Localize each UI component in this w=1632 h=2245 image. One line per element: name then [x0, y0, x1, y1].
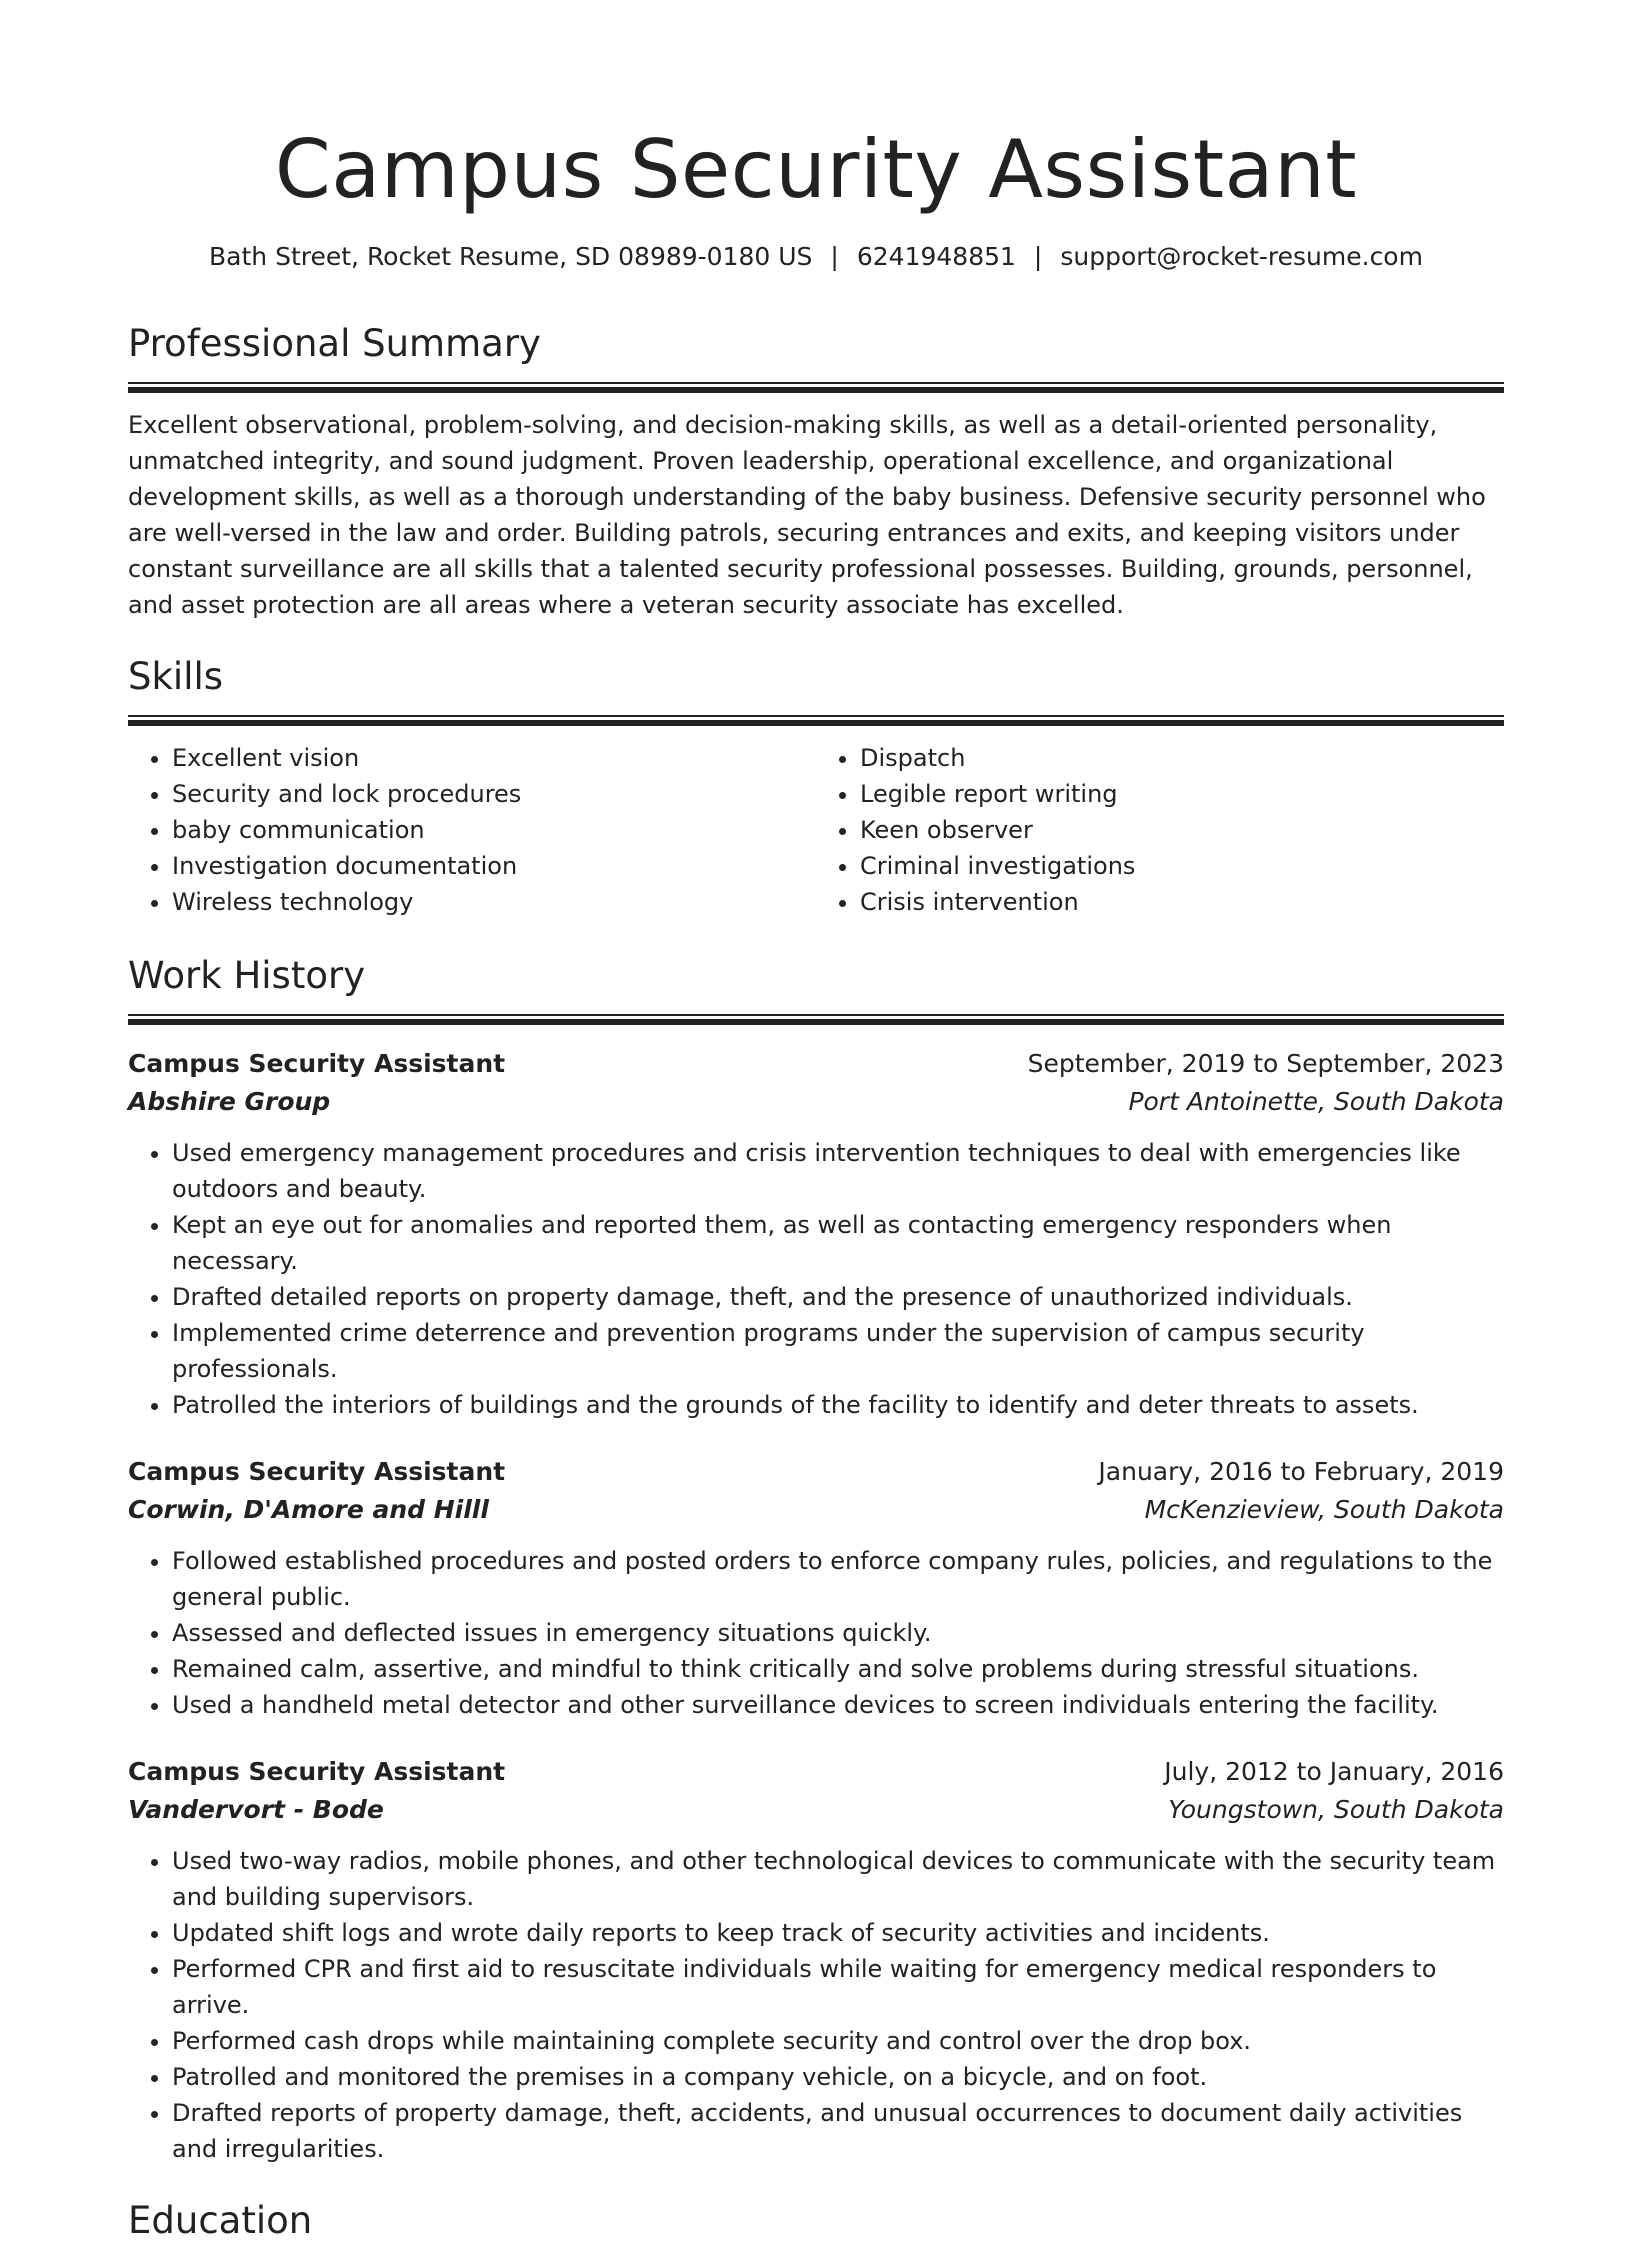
job-company-row: [128, 1491, 1504, 1529]
summary-text: Excellent observational, problem-solving, and decision-making skills, as well as a detail-oriented personality, unmatched integrity, and sound judgment. Proven leadership, operational excellence, and organizational development skills, as well as a thorough understanding of the baby business. Defensive security personnel who are well-versed in the law and order. Building patrols, securing entrances and exits, and keeping visitors under constant surveillance are all skills that a talented security professional possesses. Building, grounds, personnel, and asset protection are all areas where a veteran security associate has excelled.: [128, 411, 1486, 619]
contact-line: [128, 240, 1504, 274]
skill-item: • Keen observer: [860, 812, 1504, 848]
job-entry: [128, 1045, 1504, 1423]
section-title: Professional Summary: [128, 322, 541, 365]
skill-item: • Wireless technology: [172, 884, 816, 920]
contact-email: support@rocket-resume.com: [1060, 242, 1423, 271]
job-company: Corwin, D'Amore and Hilll: [128, 1495, 489, 1524]
work-history-section: [128, 952, 1504, 2167]
section-title: Work History: [128, 954, 366, 997]
resume-page: [128, 0, 1504, 2245]
skills-columns: [128, 740, 1504, 920]
job-header-row: [128, 1453, 1504, 1491]
section-divider: [128, 1014, 1504, 1025]
skill-item: • Investigation documentation: [172, 848, 816, 884]
skills-list-right: [816, 740, 1504, 920]
section-title: Education: [128, 2199, 313, 2242]
job-bullet: • Performed CPR and first aid to resuscitate individuals while waiting for emergency medical responders to arrive.: [172, 1951, 1504, 2023]
summary-section: [128, 320, 1504, 623]
skill-item: • Excellent vision: [172, 740, 816, 776]
job-bullet: • Used two-way radios, mobile phones, and other technological devices to communicate with the security team and building supervisors.: [172, 1843, 1504, 1915]
section-title: Skills: [128, 655, 224, 698]
job-bullets: [128, 1843, 1504, 2167]
job-entry: [128, 1453, 1504, 1723]
job-dates: January, 2016 to February, 2019: [1098, 1457, 1504, 1486]
job-title: Campus Security Assistant: [128, 1049, 506, 1078]
skill-item: • Criminal investigations: [860, 848, 1504, 884]
job-bullet: • Drafted detailed reports on property damage, theft, and the presence of unauthorized individuals.: [172, 1279, 1504, 1315]
candidate-name: Campus Security Assistant: [274, 123, 1358, 216]
job-bullet: • Kept an eye out for anomalies and reported them, as well as contacting emergency responders when necessary.: [172, 1207, 1504, 1279]
skills-section: [128, 653, 1504, 920]
job-company: Vandervort - Bode: [128, 1795, 384, 1824]
section-divider: [128, 382, 1504, 393]
job-bullet: • Patrolled and monitored the premises in a company vehicle, on a bicycle, and on foot.: [172, 2059, 1504, 2095]
job-bullet: • Used a handheld metal detector and other surveillance devices to screen individuals entering the facility.: [172, 1687, 1504, 1723]
job-bullet: • Assessed and deflected issues in emergency situations quickly.: [172, 1615, 1504, 1651]
job-location: Port Antoinette, South Dakota: [1128, 1087, 1504, 1116]
job-bullet: • Used emergency management procedures and crisis intervention techniques to deal with emergencies like outdoors and beauty.: [172, 1135, 1504, 1207]
education-section: [128, 2197, 1504, 2245]
skill-item: • baby communication: [172, 812, 816, 848]
job-bullet: • Followed established procedures and posted orders to enforce company rules, policies, and regulations to the general public.: [172, 1543, 1504, 1615]
job-dates: July, 2012 to January, 2016: [1164, 1757, 1504, 1786]
job-location: Youngstown, South Dakota: [1168, 1795, 1504, 1824]
job-title: Campus Security Assistant: [128, 1757, 506, 1786]
job-company-row: [128, 1791, 1504, 1829]
contact-separator: |: [1033, 242, 1043, 271]
skills-list-left: [128, 740, 816, 920]
job-dates: September, 2019 to September, 2023: [1027, 1049, 1504, 1078]
job-header-row: [128, 1753, 1504, 1791]
job-bullet: • Performed cash drops while maintaining complete security and control over the drop box.: [172, 2023, 1504, 2059]
job-company-row: [128, 1083, 1504, 1121]
skill-item: • Crisis intervention: [860, 884, 1504, 920]
job-bullet: • Remained calm, assertive, and mindful to think critically and solve problems during stressful situations.: [172, 1651, 1504, 1687]
skill-item: • Legible report writing: [860, 776, 1504, 812]
job-bullet: • Updated shift logs and wrote daily reports to keep track of security activities and incidents.: [172, 1915, 1504, 1951]
job-company: Abshire Group: [128, 1087, 331, 1116]
contact-phone: 6241948851: [856, 242, 1016, 271]
job-bullets: [128, 1135, 1504, 1423]
job-header-row: [128, 1045, 1504, 1083]
job-bullet: • Drafted reports of property damage, theft, accidents, and unusual occurrences to document daily activities and irregularities.: [172, 2095, 1504, 2167]
job-bullet: • Implemented crime deterrence and prevention programs under the supervision of campus security professionals.: [172, 1315, 1504, 1387]
contact-address: Bath Street, Rocket Resume, SD 08989-0180 US: [209, 242, 813, 271]
job-bullets: [128, 1543, 1504, 1723]
contact-separator: |: [830, 242, 839, 271]
job-bullet: • Patrolled the interiors of buildings and the grounds of the facility to identify and deter threats to assets.: [172, 1387, 1504, 1423]
job-entry: [128, 1753, 1504, 2167]
job-title: Campus Security Assistant: [128, 1457, 506, 1486]
job-location: McKenzieview, South Dakota: [1144, 1495, 1504, 1524]
skill-item: • Dispatch: [860, 740, 1504, 776]
section-divider: [128, 715, 1504, 726]
skill-item: • Security and lock procedures: [172, 776, 816, 812]
